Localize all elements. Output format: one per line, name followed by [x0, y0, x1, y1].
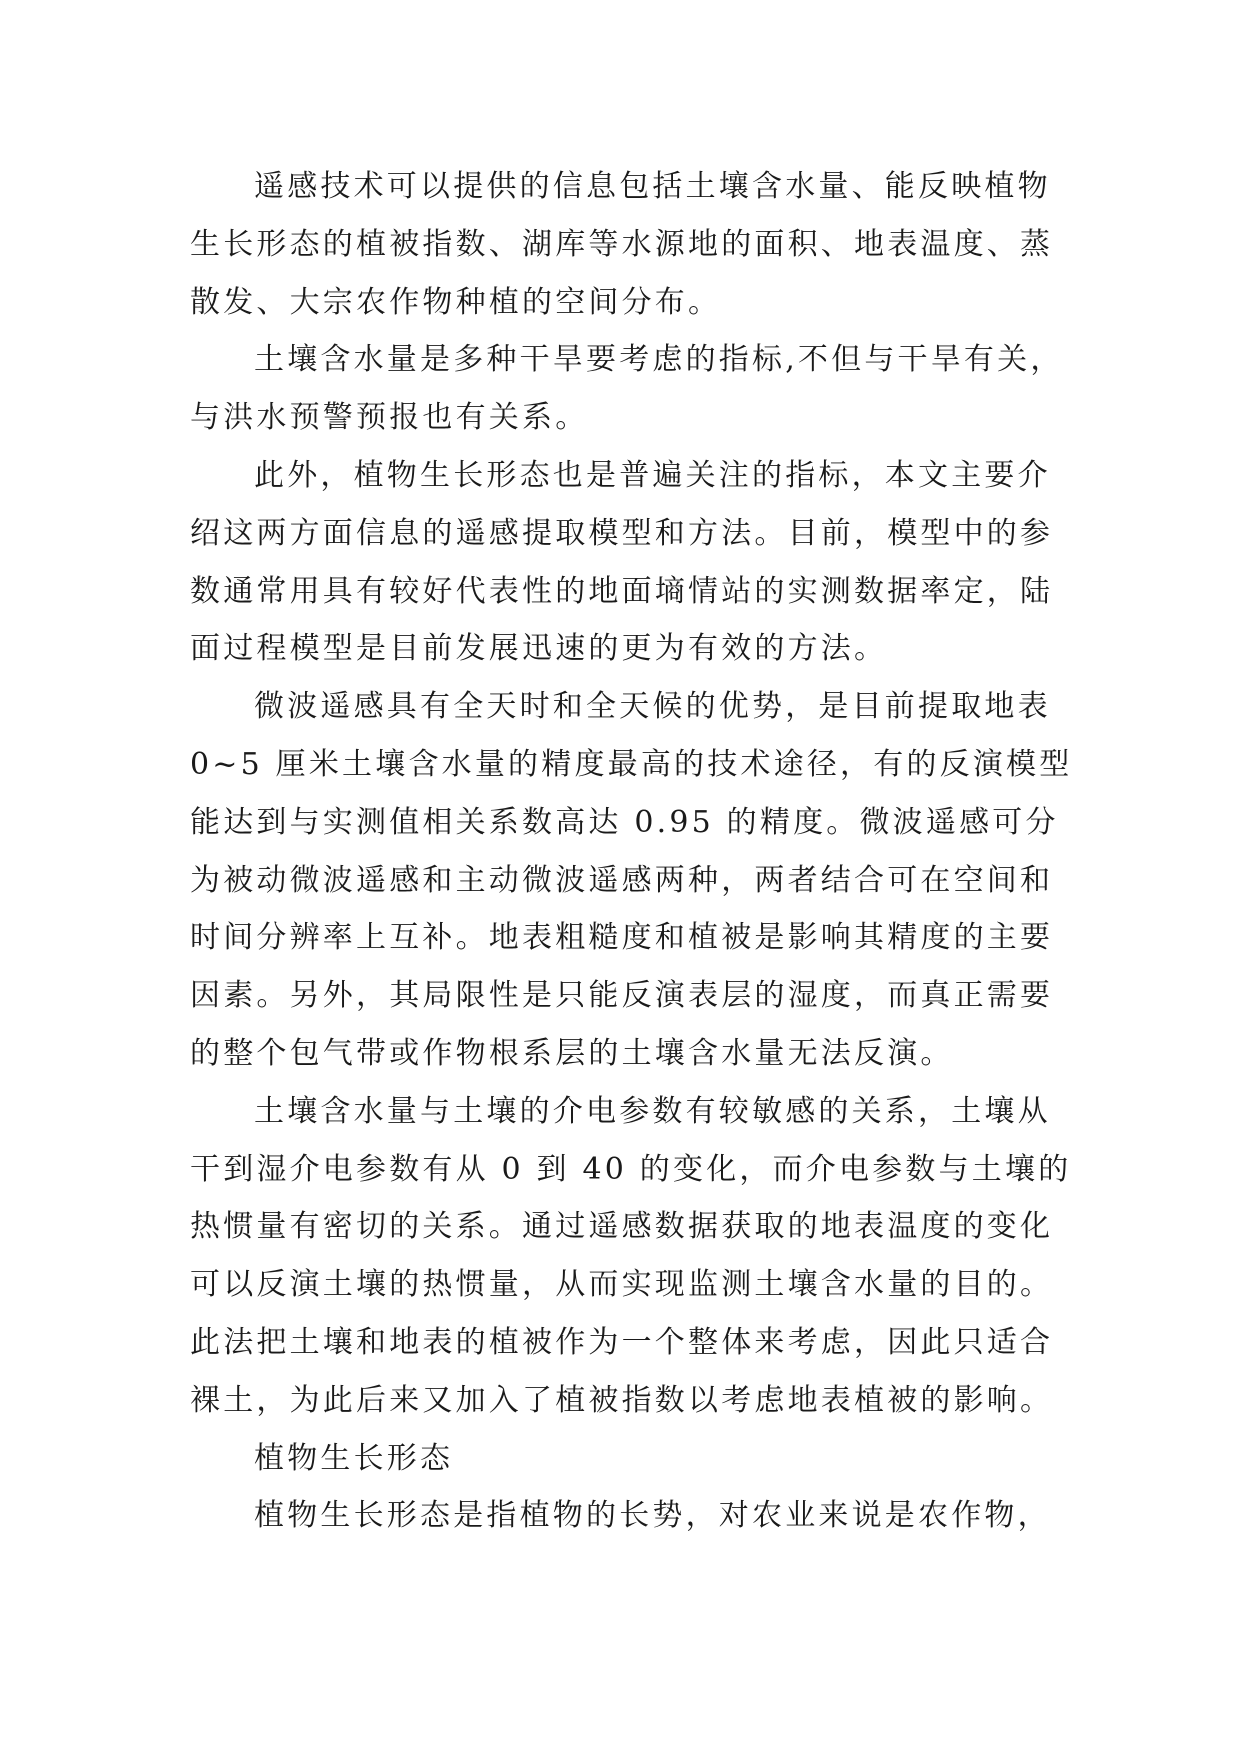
paragraph-line: 微波遥感具有全天时和全天候的优势，是目前提取地表	[254, 689, 1051, 725]
paragraph-line: 裸土，为此后来又加入了植被指数以考虑地表植被的影响。	[190, 1382, 1054, 1418]
paragraph-line: 热惯量有密切的关系。通过遥感数据获取的地表温度的变化	[190, 1209, 1054, 1245]
paragraph-line: 遥感技术可以提供的信息包括土壤含水量、能反映植物	[254, 169, 1051, 204]
paragraph-line: 土壤含水量是多种干旱要考虑的指标,不但与干旱有关，	[254, 342, 1064, 378]
paragraph-line: 干到湿介电参数有从 0 到 40 的变化，而介电参数与土壤的	[190, 1151, 1072, 1187]
paragraph-line: 可以反演土壤的热惯量，从而实现监测土壤含水量的目的。	[190, 1267, 1054, 1303]
paragraph-line: 数通常用具有较好代表性的地面墒情站的实测数据率定，陆	[190, 573, 1054, 609]
paragraph-line: 的整个包气带或作物根系层的土壤含水量无法反演。	[190, 1035, 954, 1071]
paragraph-line: 土壤含水量与土壤的介电参数有较敏感的关系，土壤从	[254, 1093, 1051, 1129]
paragraph-line: 植物生长形态是指植物的长势，对农业来说是农作物，	[254, 1498, 1051, 1534]
section-heading: 植物生长形态	[254, 1440, 454, 1476]
paragraph-line: 此法把土壤和地表的植被作为一个整体来考虑，因此只适合	[190, 1324, 1054, 1360]
paragraph-line: 与洪水预警预报也有关系。	[190, 400, 589, 436]
paragraph-line: 散发、大宗农作物种植的空间分布。	[190, 284, 722, 320]
paragraph-line: 0~5 厘米土壤含水量的精度最高的技术途径，有的反演模型	[190, 746, 1073, 782]
paragraph-line: 为被动微波遥感和主动微波遥感两种，两者结合可在空间和	[190, 862, 1054, 898]
paragraph-line: 面过程模型是目前发展迅速的更为有效的方法。	[190, 631, 888, 667]
paragraph-line: 此外，植物生长形态也是普遍关注的指标，本文主要介	[254, 457, 1051, 493]
body-text	[190, 158, 1073, 1545]
paragraph-line: 绍这两方面信息的遥感提取模型和方法。目前，模型中的参	[190, 515, 1054, 551]
paragraph-line: 能达到与实测值相关系数高达 0.95 的精度。微波遥感可分	[190, 804, 1059, 840]
paragraph-line: 生长形态的植被指数、湖库等水源地的面积、地表温度、蒸	[190, 226, 1054, 262]
paragraph-line: 因素。另外，其局限性是只能反演表层的湿度，而真正需要	[190, 978, 1054, 1014]
paragraph-line: 时间分辨率上互补。地表粗糙度和植被是影响其精度的主要	[190, 920, 1054, 956]
